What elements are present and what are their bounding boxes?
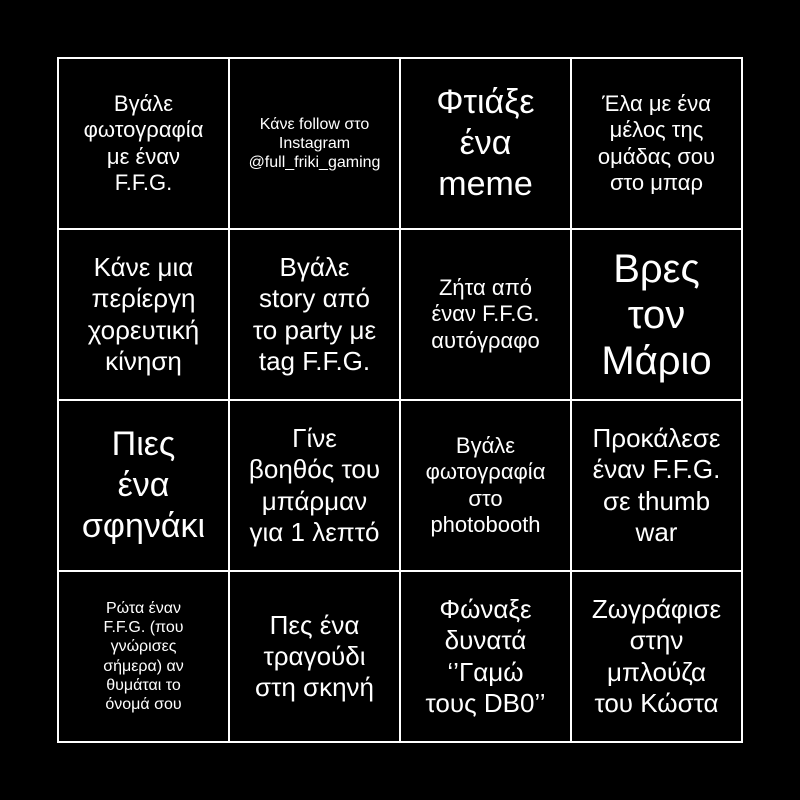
bingo-cell[interactable] [571,400,742,571]
cell-text: Ζωγράφισε στην μπλούζα του Κώστα [591,594,722,718]
bingo-board [57,57,743,743]
cell-text: Βγάλε φωτογραφία με έναν F.F.G. [83,90,204,195]
bingo-cell[interactable] [58,58,229,229]
cell-text: Ζήτα από έναν F.F.G. αυτόγραφο [431,274,540,353]
bingo-cell[interactable] [400,58,571,229]
bingo-cell[interactable] [400,400,571,571]
bingo-cell[interactable] [58,229,229,400]
cell-text: Φώναξε δυνατά ‘’Γαμώ τους DB0’’ [425,594,546,718]
cell-text: Πες ένα τραγούδι στη σκηνή [255,609,374,703]
bingo-cell[interactable] [229,229,400,400]
bingo-cell[interactable] [229,58,400,229]
cell-text: Φτιάξε ένα meme [436,83,535,203]
bingo-cell[interactable] [400,229,571,400]
cell-text: Ρώτα έναν F.F.G. (που γνώρισες σήμερα) αν θυμάται το όνομά σου [103,599,184,713]
bingo-cell[interactable] [58,571,229,742]
bingo-cell[interactable] [58,400,229,571]
bingo-cell[interactable] [571,229,742,400]
cell-text: Βρες τον Μάριο [601,246,712,383]
cell-text: Προκάλεσε έναν F.F.G. σε thumb war [592,423,721,547]
bingo-cell[interactable] [400,571,571,742]
cell-text: Βγάλε φωτογραφία στο photobooth [425,432,546,537]
cell-text: Γίνε βοηθός του μπάρμαν για 1 λεπτό [248,423,381,547]
bingo-cell[interactable] [229,400,400,571]
cell-text: Κάνε follow στο Instagram @full_friki_gaming [248,115,381,172]
cell-text: Κάνε μια περίεργη χορευτική κίνηση [87,252,200,376]
cell-text: Βγάλε story από το party με tag F.F.G. [252,252,377,376]
cell-text: Έλα με ένα μέλος της ομάδας σου στο μπαρ [597,90,716,195]
bingo-cell[interactable] [571,58,742,229]
bingo-cell[interactable] [229,571,400,742]
bingo-cell[interactable] [571,571,742,742]
cell-text: Πιες ένα σφηνάκι [81,425,206,545]
